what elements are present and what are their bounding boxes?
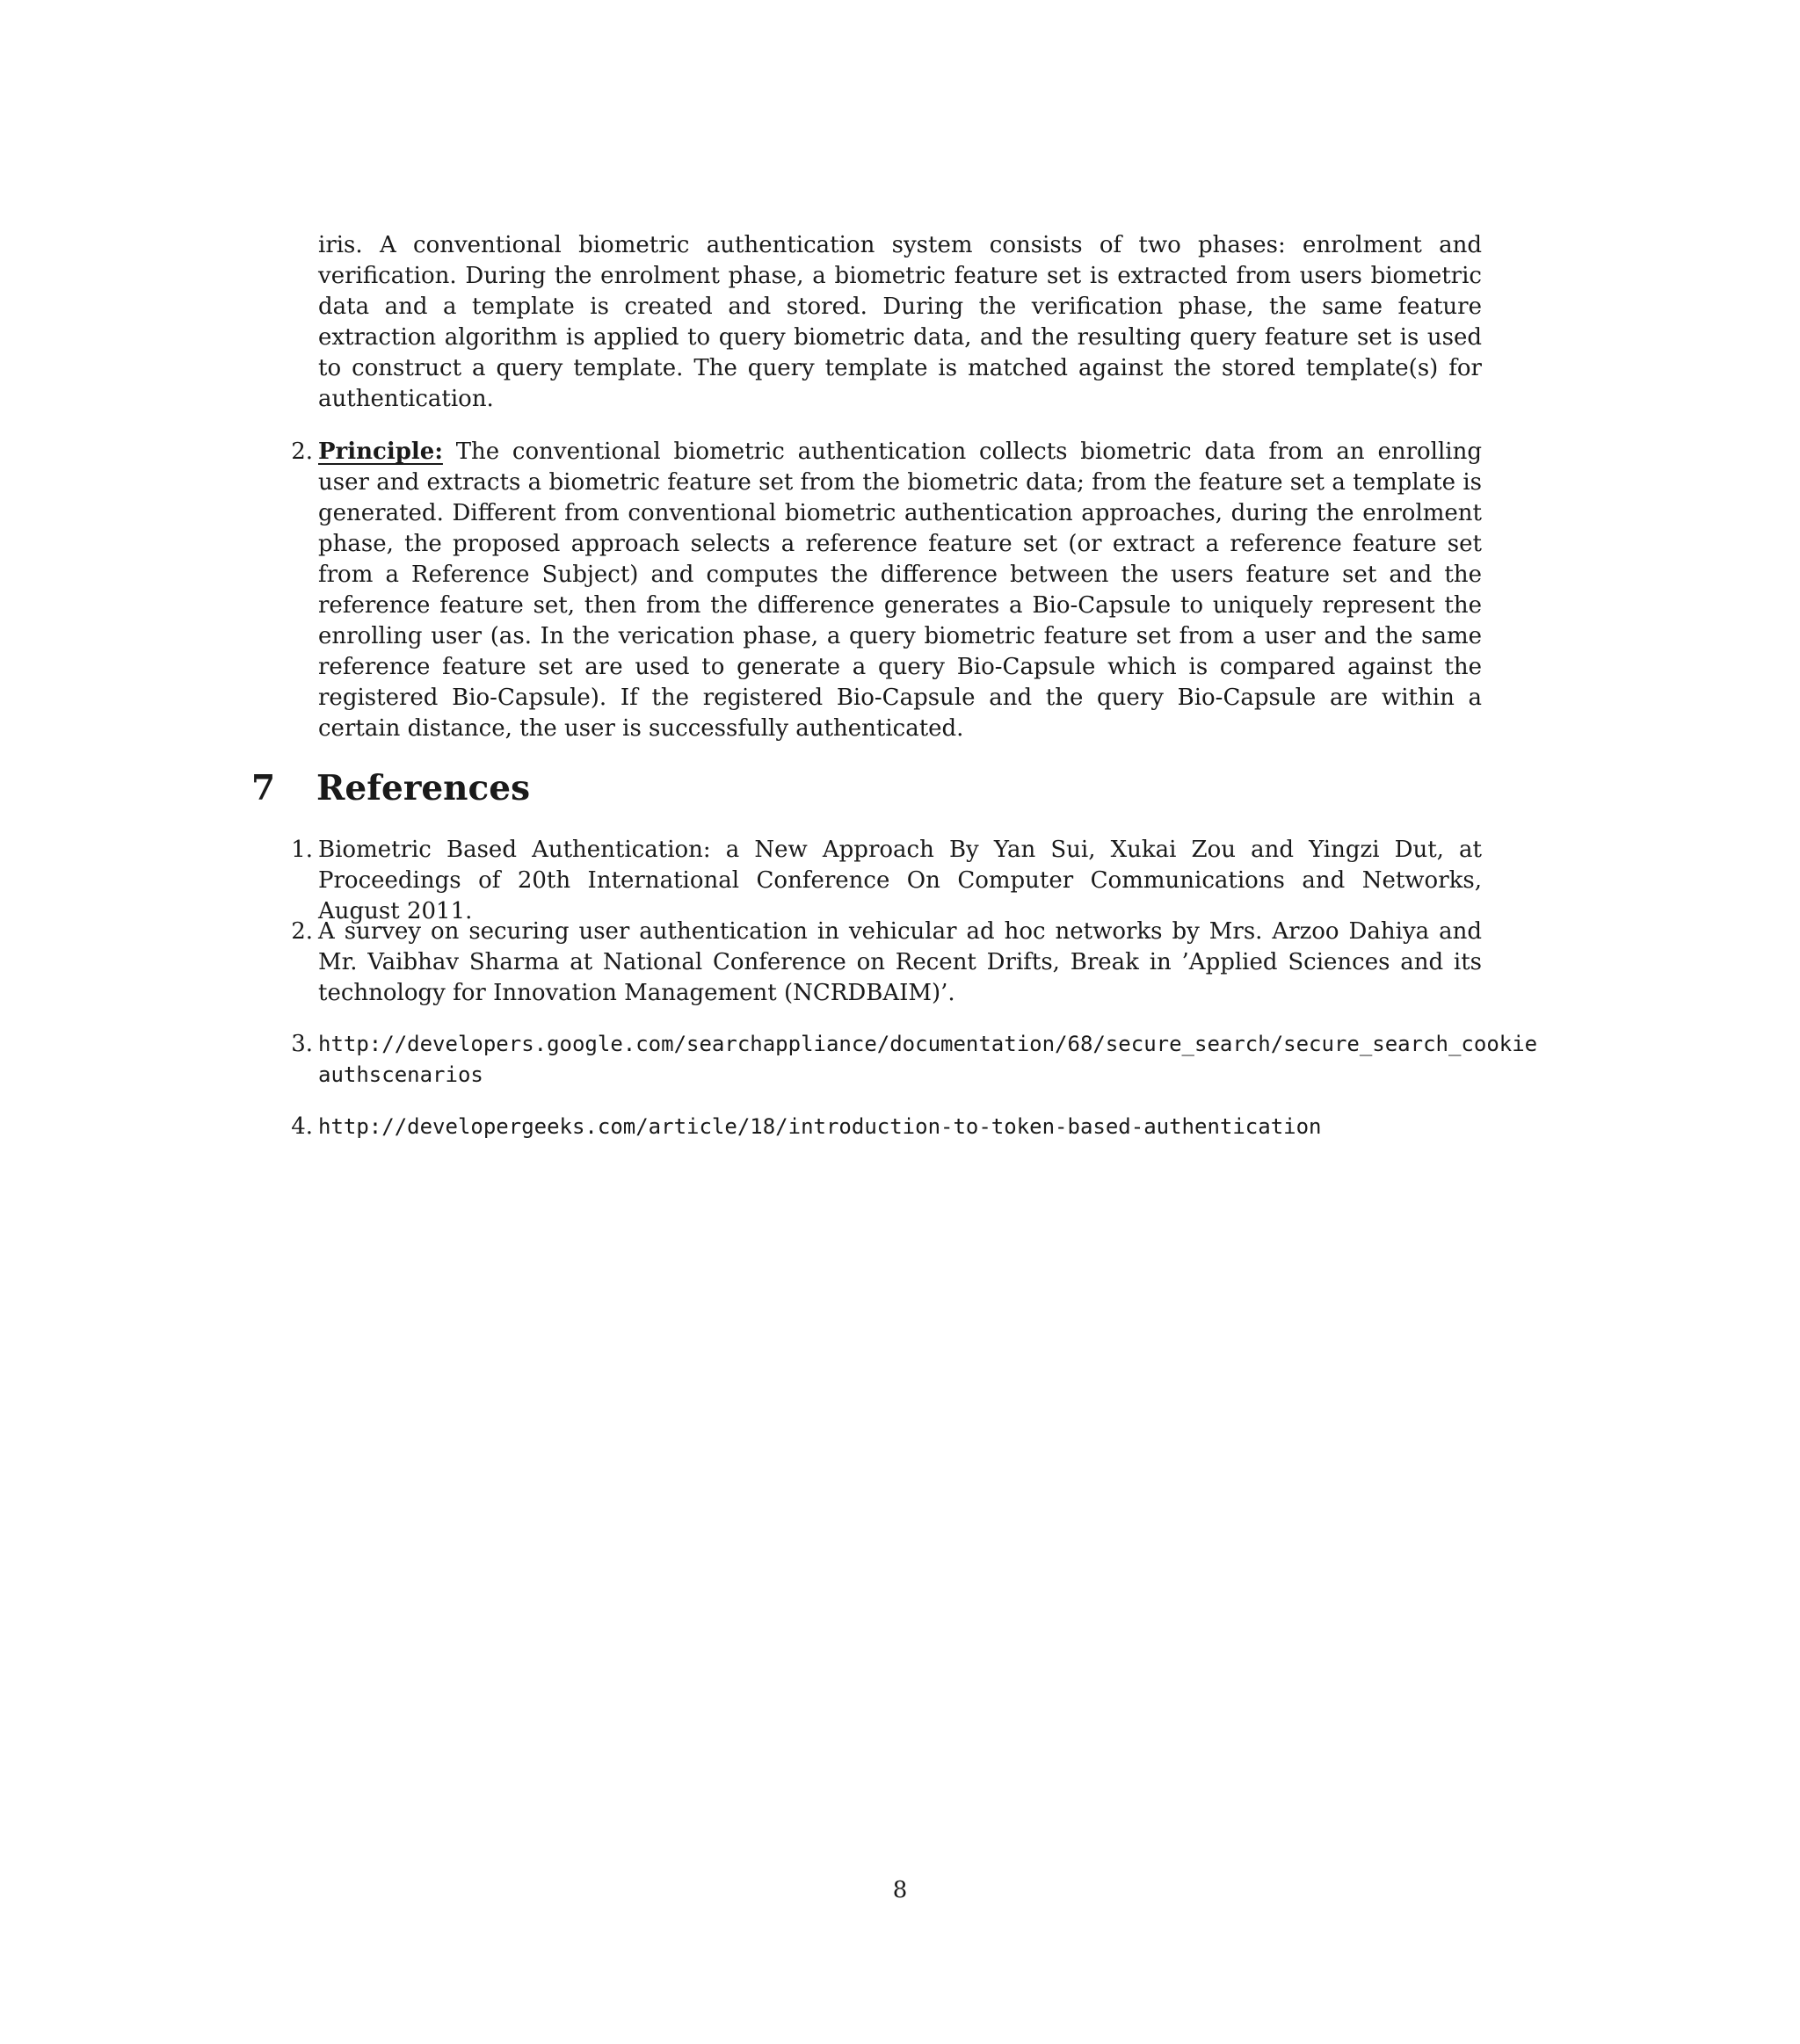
reference-number: 1. <box>291 837 313 863</box>
reference-number: 3. <box>291 1031 313 1057</box>
reference-number: 4. <box>291 1113 313 1140</box>
reference-text: Biometric Based Authentication: a New Approach By Yan Sui, Xukai Zou and Yingzi Dut, at Proceedings of 20th International Conference On Computer Communications and Networks, August 2011. <box>318 837 1482 924</box>
section-title: References <box>316 768 531 808</box>
principle-list-item <box>291 437 1482 744</box>
reference-item <box>291 1112 1549 1142</box>
list-item-number: 2. <box>291 439 313 465</box>
reference-text: A survey on securing user authentication in vehicular ad hoc networks by Mrs. Arzoo Dahiya and Mr. Vaibhav Sharma at National Conference on Recent Drifts, Break in ’Applied Sciences and its technology for Innovation Management (NCRDBAIM)’. <box>318 918 1482 1006</box>
reference-number: 2. <box>291 918 313 945</box>
page-number: 8 <box>892 1877 908 1903</box>
section-heading <box>251 766 530 810</box>
reference-link[interactable]: http://developers.google.com/searchappliance/documentation/68/secure_search/secure_search_cookieauthscenarios <box>318 1032 1538 1087</box>
reference-item <box>291 1029 1549 1091</box>
reference-item <box>291 917 1482 1009</box>
principle-text: The conventional biometric authentication collects biometric data from an enrolling user and extracts a biometric feature set from the biometric data; from the feature set a template is generated. Different from conventional biometric authentication approaches, during the enrolment phase, the proposed approach selects a reference feature set (or extract a reference feature set from a Reference Subject) and computes the difference between the users feature set and the reference feature set, then from the difference generates a Bio-Capsule to uniquely represent the enrolling user (as. In the verication phase, a query biometric feature set from a user and the same reference feature set are used to generate a query Bio-Capsule which is compared against the registered Bio-Capsule). If the registered Bio-Capsule and the query Bio-Capsule are within a certain distance, the user is successfully authenticated. <box>318 439 1482 742</box>
intro-paragraph: iris. A conventional biometric authentication system consists of two phases: enrolment and verification. During the enrolment phase, a biometric feature set is extracted from users biometric data and a template is created and stored. During the verification phase, the same feature extraction algorithm is applied to query biometric data, and the resulting query feature set is used to construct a query template. The query template is matched against the stored template(s) for authentication. <box>318 232 1482 412</box>
reference-link[interactable]: http://developergeeks.com/article/18/introduction-to-token-based-authentication <box>318 1114 1322 1139</box>
reference-item <box>291 835 1482 927</box>
section-number: 7 <box>251 768 276 808</box>
principle-term: Principle: <box>318 439 443 465</box>
